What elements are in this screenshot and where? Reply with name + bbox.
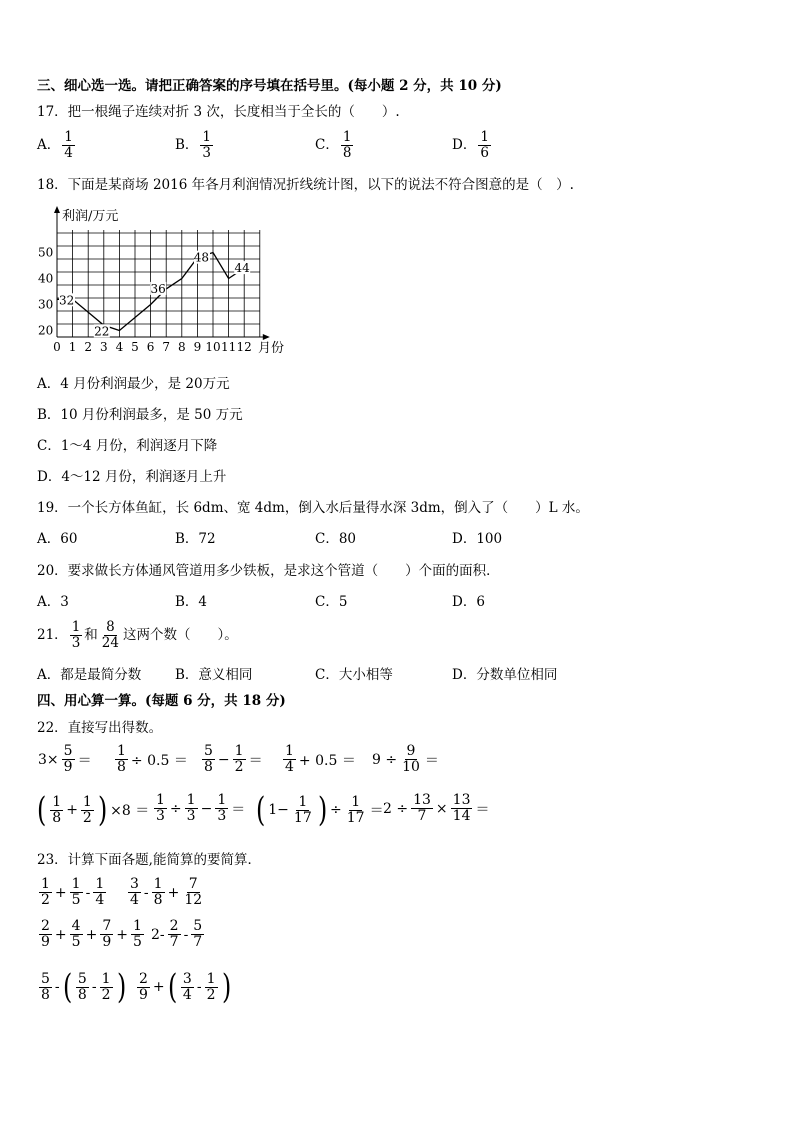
q23-expr-6: 2 9 + ( 3 4 - 1 2 ) [139,967,231,1007]
data-label: 22 [94,324,110,339]
q21-option-a: A．都是最简分数 [37,667,142,683]
q17-option-b: B． $\frac{1}{3}$ [175,129,212,161]
q17-option-a: A． $\frac{1}{4}$ [37,129,73,161]
section-3-heading: 三、细心选一选。请把正确答案的序号填在括号里。(每小题 2 分，共 10 分) [37,78,502,94]
x-tick-label: 6 [146,340,155,354]
q22-expr-1: 3× $\frac{5}{9}$ ＝ [38,743,92,775]
q22-expr-8: ( 1− $\frac{1}{17}$ ) ÷ $\frac{1}{17}$ ＝ [255,790,384,830]
question-19-stem: 19．一个长方体鱼缸，长 6dm、宽 4dm，倒入水后量得水深 3dm，倒入了（ ）L 水。 [37,500,589,516]
y-tick-label: 40 [38,271,54,286]
question-18-stem: 18．下面是某商场 2016 年各月利润情况折线统计图，以下的说法不符合图意的是（ ）. [37,177,574,193]
x-tick-label: 7 [162,340,171,354]
q22-expr-2: $\frac{1}{8}$ ÷ 0.5 ＝ [117,743,188,775]
q22-expr-6: ( 1 8 + $\frac{1}{2}$ ) ×8 ＝ [36,790,150,830]
q17-option-c: C． $\frac{1}{8}$ [315,129,352,161]
q23-expr-1: 1 2 + $\frac{1}{5}$ - 1 4 [41,876,105,908]
q19-option-c: C．80 [315,531,357,547]
q21-option-d: D．分数单位相同 [452,667,558,683]
question-17-stem: 17．把一根绳子连续对折 3 次，长度相当于全长的（ ）. [37,104,400,120]
chart-data-labels [59,251,250,339]
x-tick-label: 5 [131,340,139,354]
data-label: 32 [59,293,75,308]
y-tick-label: 50 [38,245,54,260]
chart-y-label: 利润/万元 [62,209,119,224]
question-23-stem: 23．计算下面各题,能简算的要简算． [37,852,261,868]
q20-option-a: A．3 [37,594,69,610]
x-tick-label: 0 [53,340,61,354]
x-tick-label: 1 [68,340,77,354]
data-label: 48 [193,250,209,265]
q22-expr-9: 2 ÷ $\frac{13}{7}$ × $\frac{13}{14}$ ＝ [383,792,490,824]
x-tick-label: 10 [205,340,221,354]
x-axis-arrow [263,334,270,340]
q23-expr-3: 2 9 + $\frac{4}{5}$ + $\frac{7}{9}$ + $\frac{1}{5}$ [41,918,142,950]
q23-expr-2: 3 4 - 1 8 + $\frac{7}{12}$ [130,876,203,908]
q17-option-d: D． $\frac{1}{6}$ [452,129,489,161]
q22-expr-7: $\frac{1}{3}$ ÷ $\frac{1}{3}$ − $\frac{1}{3}$ ＝ [156,792,246,824]
q18-option-a: A．4 月份利润最少，是 20万元 [37,376,230,392]
q19-option-b: B．72 [175,531,216,547]
x-tick-label: 2 [84,340,93,354]
q19-option-a: A．60 [37,531,78,547]
q21-option-c: C．大小相等 [315,667,393,683]
question-20-stem: 20．要求做长方体通风管道用多少铁板，是求这个管道（ ）个面的面积． [37,563,500,579]
x-tick-label: 4 [115,340,124,354]
q22-expr-5: 9 ÷ $\frac{9}{10}$ ＝ [372,743,439,775]
q22-expr-4: 1 4 + 0.5 ＝ [285,743,356,775]
profit-line-chart [30,200,300,365]
x-tick-label: 8 [177,340,186,354]
chart-x-label: 月份 [258,341,285,356]
y-tick-label: 20 [38,323,54,338]
q23-expr-5: 5 8 - ( 5 8 - 1 2 ) [41,967,126,1007]
q20-option-d: D．6 [452,594,485,610]
q18-option-b: B．10 月份利润最多，是 50 万元 [37,407,243,423]
q18-option-d: D．4～12 月份，利润逐月上升 [37,469,227,485]
q20-option-c: C．5 [315,594,348,610]
question-22-stem: 22．直接写出得数。 [37,720,163,736]
data-label: 44 [234,261,250,276]
data-label: 36 [150,281,166,296]
question-21-stem: 21． $\frac{1}{3}$ 和 $\frac{8}{24}$ 这两个数（ ）。 [37,619,238,651]
y-tick-label: 30 [38,297,54,312]
q23-expr-4: 2- 2 7 - 5 7 [151,918,203,950]
x-tick-label: 11 [220,340,237,354]
q21-option-b: B．意义相同 [175,667,253,683]
q18-option-c: C．1～4 月份，利润逐月下降 [37,438,218,454]
y-axis-arrow [54,206,60,213]
x-tick-label: 12 [236,340,252,354]
q19-option-d: D．100 [452,531,503,547]
x-tick-label: 3 [99,340,108,354]
q22-expr-3: 5 8 − $\frac{1}{2}$ ＝ [204,743,263,775]
x-tick-label: 9 [193,340,202,354]
section-4-heading: 四、用心算一算。(每题 6 分，共 18 分) [37,693,286,709]
q20-option-b: B．4 [175,594,208,610]
